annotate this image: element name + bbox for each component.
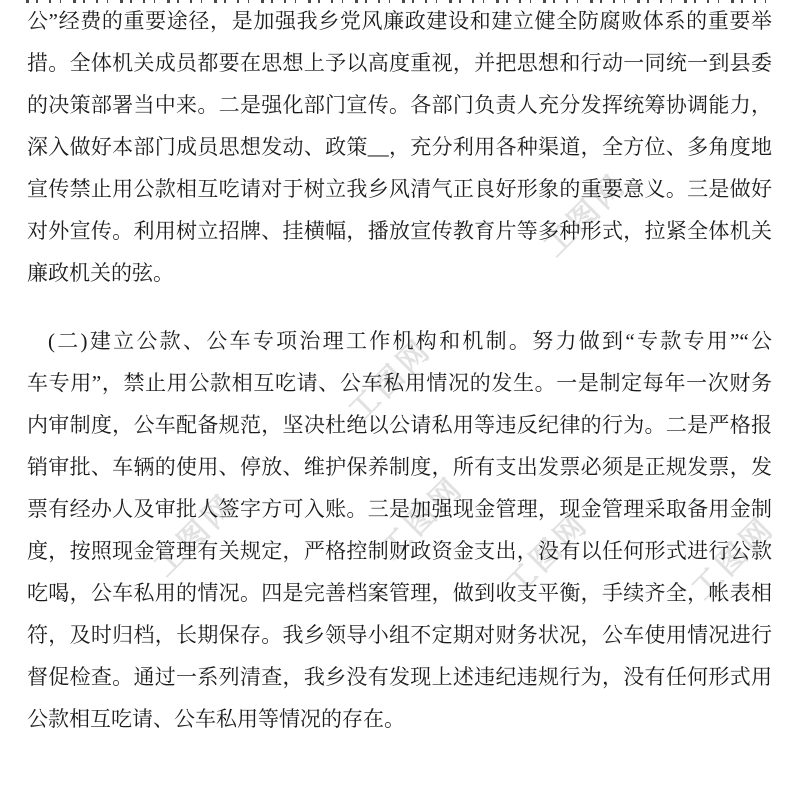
text-line: 廉政机关的弦。 [27,261,174,285]
text-line: 销审批、车辆的使用、停放、维护保养制度，所有支出发票必须是正规发票，发 [27,455,772,479]
text-line: 吃喝，公车私用的情况。四是完善档案管理，做到收支平衡，手续齐全，帐表相 [27,581,772,605]
watermark-text: 工图网 [685,510,782,607]
text-line: 内审制度，公车配备规范，坚决杜绝以公请私用等违反纪律的行为。二是严格报 [27,413,772,437]
watermark-text: 工图网 [374,470,471,567]
text-line: 票有经办人及审批人签字方可入账。三是加强现金管理，现金管理采取备用金制 [27,497,772,521]
text-line: 督促检查。通过一系列清查，我乡没有发现上述违纪违规行为，没有任何形式用 [27,665,772,689]
text-line: 符，及时归档，长期保存。我乡领导小组不定期对财务状况，公车使用情况进行 [27,623,772,647]
text-line: (二)建立公款、公车专项治理工作机构和机制。努力做到“专款专用”“公 [48,329,772,353]
paragraph-2 [27,320,772,740]
watermark-text: 工图网 [499,506,596,603]
text-line: 车专用”，禁止用公款相互吃请、公车私用情况的发生。一是制定每年一次财务 [27,371,772,395]
text-line: 宣传禁止用公款相互吃请对于树立我乡风清气正良好形象的重要意义。三是做好 [27,177,772,201]
text-line: 的决策部署当中来。二是强化部门宣传。各部门负责人充分发挥统筹协调能力， [27,93,772,117]
text-line: 对外宣传。利用树立招牌、挂横幅，播放宣传教育片等多种形式，拉紧全体机关 [27,219,772,243]
text-line: 公款相互吃请、公车私用等情况的存在。 [27,707,405,731]
text-line: 措。全体机关成员都要在思想上予以高度重视，并把思想和行动一同统一到县委 [27,51,772,75]
text-line: 深入做好本部门成员思想发动、政策__，充分利用各种渠道，全方位、多角度地 [27,135,772,159]
document-body [27,0,772,740]
text-line: 度，按照现金管理有关规定，严格控制财政资金支出，没有以任何形式进行公款 [27,539,772,563]
paragraph-1 [27,0,772,294]
text-line: 公”经费的重要途径，是加强我乡党风廉政建设和建立健全防腐败体系的重要举 [27,9,772,33]
watermark-text: 工图网 [147,487,244,584]
watermark-text: 工图网 [537,167,634,264]
watermark-text: 工图网 [342,332,439,429]
